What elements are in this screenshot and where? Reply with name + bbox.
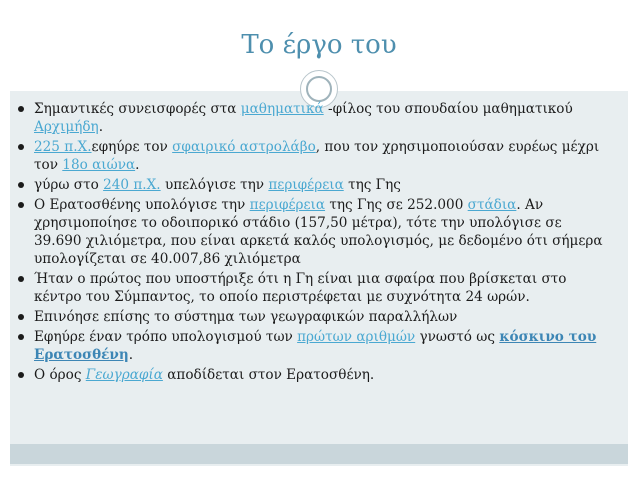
link-mathematics[interactable]: μαθηματικά bbox=[240, 101, 324, 117]
bullet-text: της Γης bbox=[343, 177, 401, 193]
bullet-text: -φίλος του σπουδαίου μαθηματικού bbox=[323, 101, 573, 117]
bullet-dot-icon bbox=[18, 372, 24, 378]
link-armillary-sphere[interactable]: σφαιρικό αστρολάβο bbox=[172, 139, 316, 155]
bullet-item-1 bbox=[18, 100, 613, 136]
link-circumference[interactable]: περιφέρεια bbox=[249, 197, 326, 213]
bullet-dot-icon bbox=[18, 144, 24, 150]
bullet-dot-icon bbox=[18, 202, 24, 208]
link-geography[interactable]: Γεωγραφία bbox=[85, 367, 163, 383]
bullet-text: . bbox=[98, 119, 104, 135]
link-18th-century[interactable]: 18ο αιώνα bbox=[62, 157, 136, 173]
bullet-text: , που τον χρησιμοποιούσαν ευρέως μέχρι τον bbox=[34, 139, 600, 173]
bullet-item-5 bbox=[18, 270, 613, 306]
bullet-text: Ο όρος bbox=[34, 367, 86, 383]
link-prime-numbers[interactable]: πρώτων αριθμών bbox=[297, 329, 416, 345]
slide-title: Το έργο του bbox=[241, 30, 397, 60]
bullet-item-8 bbox=[18, 366, 613, 384]
bullet-text: γνωστό ως bbox=[415, 329, 500, 345]
link-sieve-of-eratosthenes[interactable]: κόσκινο του Ερατοσθένη bbox=[34, 329, 597, 363]
bullet-text: της Γης σε 252.000 bbox=[325, 197, 468, 213]
bullet-item-7 bbox=[18, 328, 613, 364]
bullet-text: . bbox=[135, 157, 140, 173]
bullet-dot-icon bbox=[18, 106, 24, 112]
bullet-item-2 bbox=[18, 138, 613, 174]
bullet-item-3 bbox=[18, 176, 613, 194]
link-225-bc[interactable]: 225 π.Χ. bbox=[34, 139, 92, 155]
bullet-text: υπελόγισε την bbox=[160, 177, 269, 193]
bullet-text: Επινόησε επίσης το σύστημα των γεωγραφικών παραλλήλων bbox=[34, 309, 458, 325]
link-stadia[interactable]: στάδια bbox=[467, 197, 517, 213]
link-240-bc[interactable]: 240 π.Χ. bbox=[103, 177, 161, 193]
bullet-dot-icon bbox=[18, 334, 24, 340]
bullet-text: Σημαντικές συνεισφορές στα bbox=[34, 101, 241, 117]
bullet-item-4 bbox=[18, 196, 613, 268]
bullet-dot-icon bbox=[18, 182, 24, 188]
bullet-item-6 bbox=[18, 308, 613, 326]
circle-ornament-inner bbox=[306, 76, 332, 102]
bullet-text: εφηύρε τον bbox=[91, 139, 173, 155]
bullet-text: Ο Ερατοσθένης υπολόγισε την bbox=[34, 197, 250, 213]
bullet-dot-icon bbox=[18, 276, 24, 282]
bullet-text: Εφηύρε έναν τρόπο υπολογισμού των bbox=[34, 329, 298, 345]
link-circumference[interactable]: περιφέρεια bbox=[268, 177, 344, 193]
bullet-list bbox=[18, 100, 613, 386]
bullet-text: Ήταν ο πρώτος που υποστήριξε ότι η Γη είναι μια σφαίρα που βρίσκεται στο κέντρο του Σύμπαντος, το οποίο περιστρέφεται με συχνότητα 24 ωρών. bbox=[34, 271, 567, 305]
link-archimedes[interactable]: Αρχιμήδη bbox=[34, 119, 99, 135]
bullet-dot-icon bbox=[18, 314, 24, 320]
bullet-text: αποδίδεται στον Ερατοσθένη. bbox=[162, 367, 375, 383]
bullet-text: γύρω στο bbox=[34, 177, 104, 193]
bullet-text: . bbox=[128, 347, 134, 363]
bottom-bar bbox=[10, 444, 628, 464]
bullet-text: . Αν χρησιμοποίησε το οδοιπορικό στάδιο (157,50 μέτρα), τότε την υπολόγισε σε 39.690 χιλιόμετρα, που είναι αρκετά καλός υπολογισμός, με δεδομένο ότι σήμερα υπολογίζεται σε 40.007,86 χιλιόμετρα bbox=[34, 197, 603, 267]
